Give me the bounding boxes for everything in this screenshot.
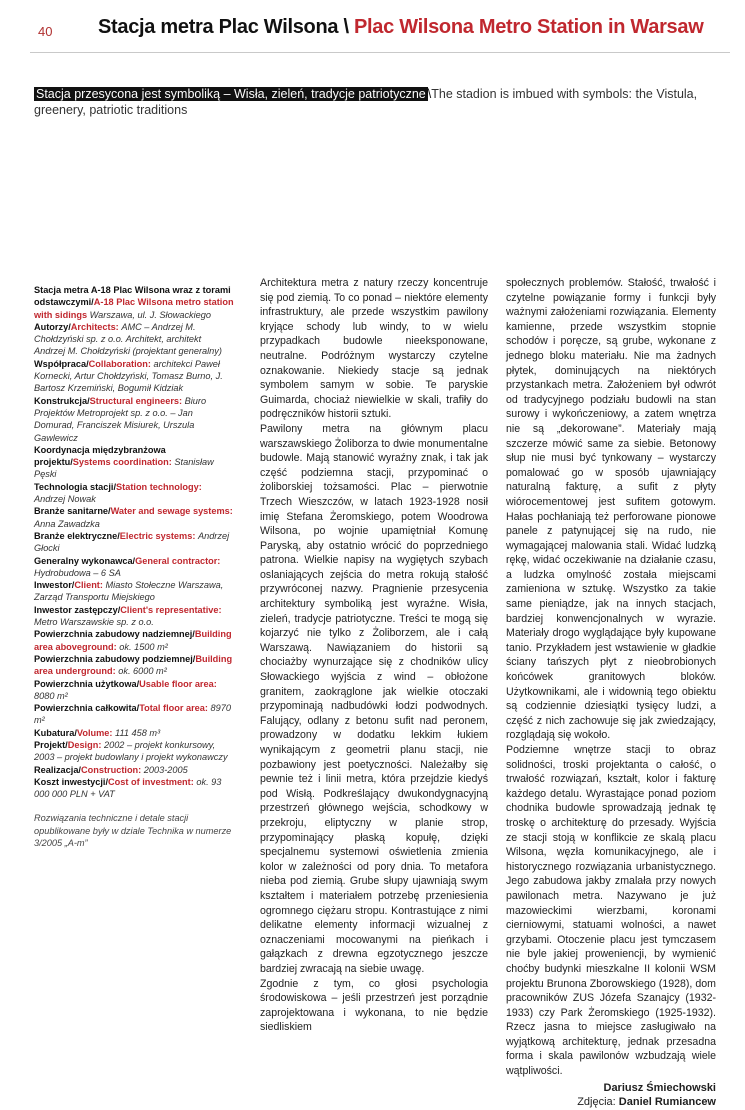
credit-entry: [34, 764, 234, 776]
photo-credit: [506, 1095, 716, 1110]
credit-label: Powierzchnia użytkowa/: [34, 678, 140, 689]
project-credits-sidebar: [34, 284, 234, 849]
credit-label: Współpraca/: [34, 358, 89, 369]
credit-entry: [34, 395, 234, 444]
credit-label: Autorzy/: [34, 321, 71, 332]
credit-label-english: Water and sewage systems:: [110, 506, 233, 517]
credit-value: 2002 – projekt konkursowy, 2003 – projekt budowlany i projekt wykonawczy: [34, 739, 228, 763]
article-paragraph: Architektura metra z natury rzeczy koncentruje się pod ziemią. To co ponad – niektóre elementy infrastruktury, ale przede wszystkim pawilony kryjące schody lub windy, to w wielu przypadkach budowle nieeksponowane, neutralne. Podróżnym wystarczy czytelne oznakowanie. Niekiedy stacje są jednak symbolem samym w sobie. Te paryskie Guimarda, chociaż niewielkie w skali, trafiły do podręczników historii sztuki.: [260, 277, 488, 421]
credit-entry: [34, 284, 234, 321]
credit-label-english: Building area aboveground:: [34, 629, 232, 652]
credit-entry: [34, 678, 234, 703]
header-divider: [30, 52, 730, 53]
article-paragraph: Pawilony metra na głównym placu warszawskiego Żoliborza to dwie monumentalne budowle. Mają stanowić wyraźny znak, i tak jak część podziemna stacji, przypominać o żoliborskiej tożsamości. Plac – pierwotnie Trzech Wieszczów, w latach 1923-1928 nosił imię Stefana Żeromskiego, potem Woodrowa Wilsona, po wojnie upamiętniał Komunę Paryską, aby ostatnio wrócić do poprzedniego patrona. Wielkie napisy na wygiętych szybach oslaniających zejścia do metra rokują stałość przywróconej nazwy. Pragnienie przesycenia architektury symboliką jest wyraźne. Wisła, zieleń, tradycje patriotyczne. Treści te mogą się kojarzyć nie tylko z Żoliborzem, ale i całą Warszawą. Nawiązaniem do historii są chociażby wynurzające się z chodników ulicy Słowackiego wyjścia z wind – obłożone granitem, zaokrąglone jak wielkie otoczaki przypominają nadbudówki łodzi podwodnych. Falujący, odlany z betonu sufit nad peronem, prowadzony w dodatku lekkim łukiem wynikającym z geometrii planu stacji, nie pozbawiony jest poetyczności. Należałby się pewnie też i linii metra, która przejdzie kiedyś pod Wisłą. Podkreślający dwukondygnacyjną przestrzeń głównego wejścia, schodkowy w przekroju, eliptyczny w planie strop, przypominający płaską kopułę, dzięki specjalnemu systemowi oświetlenia zmienia kolor w zależności od pory dnia. To metafora nieba pod ziemią. Grube słupy ujawniają swym kształtem i materiałem potrzebę przeniesienia ogromnego ciężaru stropu. Kontrastujące z nimi delikatne elementy informacji wizualnej z oznaczeniami mocowanymi na pieńkach i gałązkach z drewna egzotycznego jeszcze bardziej zwracają na siebie uwagę.: [260, 422, 488, 975]
credit-label: Technologia stacji/: [34, 481, 117, 492]
credit-value: 111 458 m³: [115, 727, 161, 738]
credit-entry: [34, 530, 234, 555]
credit-value: architekci Paweł Kornecki, Artur Chołdzyński, Tomasz Burno, J. Bartosz Krzemiński, Bogumił Kidziak: [34, 358, 223, 394]
page-title: [98, 16, 738, 39]
credit-label-english: Client's representative:: [120, 604, 222, 615]
title-english: Plac Wilsona Metro Station in Warsaw: [354, 16, 704, 38]
credit-value: Biuro Projektów Metroprojekt sp. z o.o. – Jan Domurad, Franciszek Misiurek, Urszula Gawlewicz: [34, 395, 207, 443]
article-paragraph: społecznych problemów. Stałość, trwałość i czytelne powiązanie formy i funkcji były ważnymi założeniami rozwiązania. Elementy kamienne, przede wszystkim stopnie schodów i poręcze, są grube, wykonane z jednego bloku materiału. Nie ma żadnych płytek, dominujących na niektórych przystankach metra. Założeniem był odwrót od tradycyjnego podziału budowli na stan surowy i wykończeniowy, a zatem wnętrza nie są „dekorowane”. Materiały mają szczerze mówić same za siebie. Betonowy słup nie musi być tynkowany – wystarczy pomalować go w sposób ujawniający naturalną fakturę, a sufit z płyty wiórocementowej jest sufitem gotowym. Hałas pochłaniają też perforowane pionowe panele z patynującej się na rudo, nie wymagającej malowania stali. Widać ludzką rękę, widać oczekiwanie na działanie czasu, a ludzka omylność została miejscami zamieniona w sztukę. Wszystko za takie same pieniądze, jak na innych stacjach, bardziej konwencjonalnych w wyrazie. Materiały drogo wyglądające były kupowane tanio. Przykładem jest wstawienie w gładkie ściany tańszych płyt z nieobrobionych końcówek granitowych bloków. Użytkownikami, ale i widownią tego obiektu są codziennie dziesiątki tysięcy ludzi, a część z nich zachowuje się jak zwiedzający, rozglądają się wokoło.: [506, 277, 716, 742]
credit-entry: [34, 444, 234, 481]
title-separator: \: [338, 16, 354, 38]
page-number: 40: [38, 24, 53, 39]
credit-entry: [34, 776, 234, 801]
subtitle-polish: Stacja przesycona jest symboliką – Wisła, zieleń, tradycje patriotyczne: [36, 87, 426, 101]
credit-label-english: Client:: [74, 580, 103, 591]
credit-label: Branże sanitarne/: [34, 506, 111, 517]
credit-label-english: Construction:: [81, 764, 142, 775]
credit-value: Stanisław Pęski: [34, 457, 214, 480]
credit-label-english: Architects:: [70, 321, 119, 332]
subtitle-english: The stadion is imbued with symbols: the Vistula, greenery, patriotic traditions: [34, 87, 698, 117]
credit-entry: [34, 481, 234, 506]
credit-entry: [34, 579, 234, 604]
credit-value: Miasto Stołeczne Warszawa, Zarząd Transportu Miejskiego: [34, 580, 224, 603]
article-paragraph: Podziemne wnętrze stacji to obraz solidności, troski projektanta o całość, o trwałość rozwiązań, kształt, kolor i fakturę każdego detalu. Wyrastające ponad poziom chodnika budowle sprowadzają jednak tę troskę o architekturę do przesady. Wyjścia ze stacji stoją w konflikcie ze skalą placu Wilsona, węzła komunikacyjnego, ale i historycznego rozwiązania urbanistycznego. Jego zabudowa jakby zmalała przy nowych pawilonach metra. Nazywano je już mazowieckimi wierzbami, koronami cierniowymi, statuami wolności, a nawet grzybami. Otoczenie placu jest tymczasem nie byle jakiej proweniencji, by wymienić choćby budynki mieszkalne II kolonii WSM projektu Brunona Zborowskiego (1928), dom pracowników ZUS Józefa Szanajcy (1932-1933) czy Park Żeromskiego (1925-1932). Rzecz jasna to miejsce zasługiwało na wyjątkową architekturę, jednak przesadna forma i skala pawilonów wzbudzają wiele wątpliwości.: [506, 744, 716, 1078]
credit-label: Branże elektryczne/: [34, 530, 120, 541]
credit-label: Stacja metra A-18 Plac Wilsona wraz z torami odstawczymi/: [34, 285, 231, 308]
credit-label-english: Structural engineers:: [89, 395, 183, 406]
credit-entry: [34, 555, 234, 580]
credit-label: Generalny wykonawca/: [34, 555, 136, 566]
credit-label-english: Building area underground:: [34, 653, 233, 677]
credit-label-english: Station technology:: [116, 481, 202, 492]
credit-entry: [34, 628, 234, 653]
credit-value: 8080 m²: [34, 690, 68, 701]
credit-entry: [34, 321, 234, 358]
credit-value: ok. 1500 m²: [119, 641, 168, 652]
credit-entry: [34, 604, 234, 629]
credit-value: Anna Zawadzka: [34, 518, 100, 529]
credit-label-english: Design:: [67, 739, 102, 750]
credit-value: 2003-2005: [143, 764, 188, 775]
credit-label: Koordynacja międzybranżowa projektu/: [34, 444, 166, 468]
credit-value: AMC – Andrzej M. Chołdzyński sp. z o.o. Architekt, architekt Andrzej M. Chołdzyński (projektant generalny): [34, 321, 222, 357]
credit-label: Konstrukcja/: [34, 395, 90, 406]
title-polish: Stacja metra Plac Wilsona: [98, 16, 339, 38]
credit-label-english: Volume:: [76, 727, 113, 738]
credit-value: ok. 93 000 000 PLN + VAT: [34, 776, 222, 800]
credit-label: Projekt/: [34, 739, 68, 750]
credit-label-english: Electric systems:: [119, 530, 196, 541]
article-column-1: [260, 276, 488, 1035]
credit-entry: [34, 358, 234, 395]
credit-label-english: A-18 Plac Wilsona metro station with sidings: [34, 297, 234, 320]
credit-entry: [34, 702, 234, 727]
credit-value: Warszawa, ul. J. Słowackiego: [89, 309, 212, 320]
credit-label-english: General contractor:: [135, 555, 221, 566]
credit-label: Realizacja/: [34, 764, 81, 775]
credit-value: Andrzej Nowak: [34, 494, 96, 505]
credit-value: Hydrobudowa – 6 SA: [34, 567, 121, 578]
credit-label-english: Systems coordination:: [72, 457, 172, 468]
credit-label-english: Total floor area:: [139, 703, 208, 714]
article-paragraph: Zgodnie z tym, co głosi psychologia środowiskowa – jeśli przestrzeń jest porządnie zaprojektowana i wykonana, to nie będzie siedliskiem: [260, 977, 488, 1034]
photo-credit-label: Zdjęcia:: [577, 1096, 616, 1109]
credit-entry: [34, 739, 234, 764]
publication-note: Rozwiązania techniczne i detale stacji opublikowane były w dziale Technika w numerze 3/2005 „A-m”: [34, 813, 232, 849]
credit-label: Powierzchnia zabudowy nadziemnej/: [34, 629, 195, 640]
credit-value: Andrzej Głocki: [34, 530, 230, 554]
credit-label: Powierzchnia całkowita/: [34, 703, 140, 714]
credit-label: Koszt inwestycji/: [34, 776, 109, 787]
article-column-2: [506, 276, 716, 1110]
subtitle: [34, 86, 734, 118]
subtitle-separator: \: [427, 87, 432, 101]
photo-credit-name: Daniel Rumiancew: [618, 1096, 716, 1109]
credit-entry: [34, 505, 234, 530]
credit-label: Powierzchnia zabudowy podziemnej/: [34, 653, 196, 664]
credit-value: Metro Warszawskie sp. z o.o.: [34, 617, 154, 628]
credit-label: Inwestor zastępczy/: [34, 604, 121, 615]
article-author: Dariusz Śmiechowski: [603, 1081, 716, 1094]
credit-entry: [34, 653, 234, 678]
credit-label: Inwestor/: [34, 580, 75, 591]
credit-label-english: Usable floor area:: [139, 678, 217, 689]
credit-entry: [34, 727, 234, 739]
credit-value: ok. 6000 m²: [118, 666, 167, 677]
credit-label-english: Cost of investment:: [108, 776, 194, 787]
credit-label: Kubatura/: [34, 727, 77, 738]
credit-value: 8970 m²: [34, 703, 231, 726]
credit-label-english: Collaboration:: [88, 358, 151, 369]
